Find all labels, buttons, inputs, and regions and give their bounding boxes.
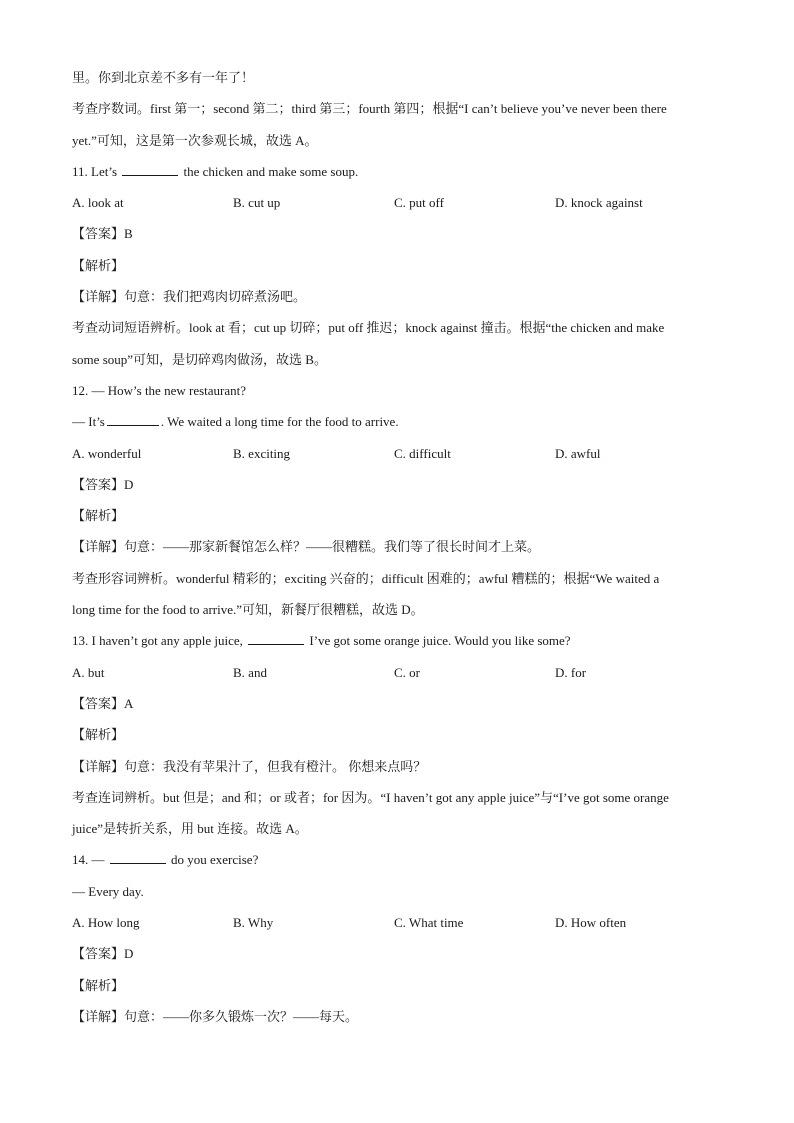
answer-label: 【答案】A	[72, 695, 134, 711]
stem-text: the chicken and make some soup.	[183, 163, 359, 179]
question-11-stem	[72, 156, 732, 187]
explanation-text: long time for the food to arrive.”可知，新餐厅很糟糕，故选 D。	[72, 602, 424, 618]
detail-text: 【详解】句意：我们把鸡肉切碎煮汤吧。	[72, 289, 307, 305]
option-d: D. awful	[555, 445, 601, 461]
answer-label: 【答案】D	[72, 476, 134, 492]
stem-text: 14. —	[72, 852, 105, 868]
answer-blank	[110, 849, 166, 864]
question-11-options	[72, 187, 732, 218]
document-page	[72, 62, 732, 1032]
answer-blank	[122, 161, 178, 176]
option-c: C. put off	[394, 195, 444, 211]
option-c: C. or	[394, 664, 420, 680]
analysis-label: 【解析】	[72, 508, 125, 524]
question-12-stem: 12. — How’s the new restaurant?	[72, 382, 247, 398]
answer-label: 【答案】B	[72, 226, 133, 242]
answer-blank	[107, 411, 159, 426]
question-14-stem	[72, 844, 732, 875]
question-12-options	[72, 438, 732, 469]
option-a: A. How long	[72, 915, 140, 931]
question-13-options	[72, 657, 732, 688]
stem-text: I’ve got some orange juice. Would you like some?	[309, 633, 571, 649]
explanation-text: 考查动词短语辨析。look at 看；cut up 切碎；put off 推迟；knock against 撞击。根据“the chicken and make	[72, 320, 665, 336]
detail-text: 【详解】句意：我没有苹果汁了，但我有橙汁。 你想来点吗？	[72, 758, 427, 774]
text-line: 里。你到北京差不多有一年了！	[72, 70, 255, 85]
text-line: yet.”可知，这是第一次参观长城，故选 A。	[72, 132, 318, 148]
question-14-reply: — Every day.	[72, 883, 144, 899]
explanation-text: 考查形容词辨析。wonderful 精彩的；exciting 兴奋的；difficult 困难的；awful 糟糕的；根据“We waited a	[72, 570, 660, 586]
stem-text: do you exercise?	[171, 852, 259, 868]
option-b: B. and	[233, 664, 267, 680]
explanation-text: 考查连词辨析。but 但是；and 和；or 或者；for 因为。“I haven’t got any apple juice”与“I’ve got some orange	[72, 789, 669, 805]
stem-text: 13. I haven’t got any apple juice,	[72, 633, 243, 649]
question-14-options	[72, 907, 732, 938]
option-d: D. How often	[555, 915, 627, 931]
detail-text: 【详解】句意：——你多久锻炼一次？——每天。	[72, 1008, 359, 1024]
option-b: B. exciting	[233, 445, 291, 461]
reply-text: — It’s	[72, 414, 105, 430]
detail-text: 【详解】句意：——那家新餐馆怎么样？——很糟糕。我们等了很长时间才上菜。	[72, 539, 541, 555]
analysis-label: 【解析】	[72, 727, 125, 743]
question-12-reply	[72, 406, 732, 437]
text-line: 考查序数词。first 第一；second 第二；third 第三；fourth 第四；根据“I can’t believe you’ve never been there	[72, 101, 667, 117]
option-c: C. What time	[394, 915, 464, 931]
option-a: A. wonderful	[72, 445, 142, 461]
option-b: B. Why	[233, 915, 274, 931]
option-d: D. for	[555, 664, 587, 680]
option-d: D. knock against	[555, 195, 643, 211]
question-13-stem	[72, 625, 732, 656]
option-c: C. difficult	[394, 445, 451, 461]
answer-label: 【答案】D	[72, 946, 134, 962]
option-a: A. look at	[72, 195, 124, 211]
explanation-text: juice”是转折关系，用 but 连接。故选 A。	[72, 821, 308, 837]
reply-text: . We waited a long time for the food to arrive.	[160, 414, 399, 430]
explanation-text: some soup”可知，是切碎鸡肉做汤，故选 B。	[72, 351, 327, 367]
analysis-label: 【解析】	[72, 977, 125, 993]
option-a: A. but	[72, 664, 105, 680]
option-b: B. cut up	[233, 195, 281, 211]
answer-blank	[248, 630, 304, 645]
analysis-label: 【解析】	[72, 257, 125, 273]
stem-text: 11. Let’s	[72, 163, 118, 179]
